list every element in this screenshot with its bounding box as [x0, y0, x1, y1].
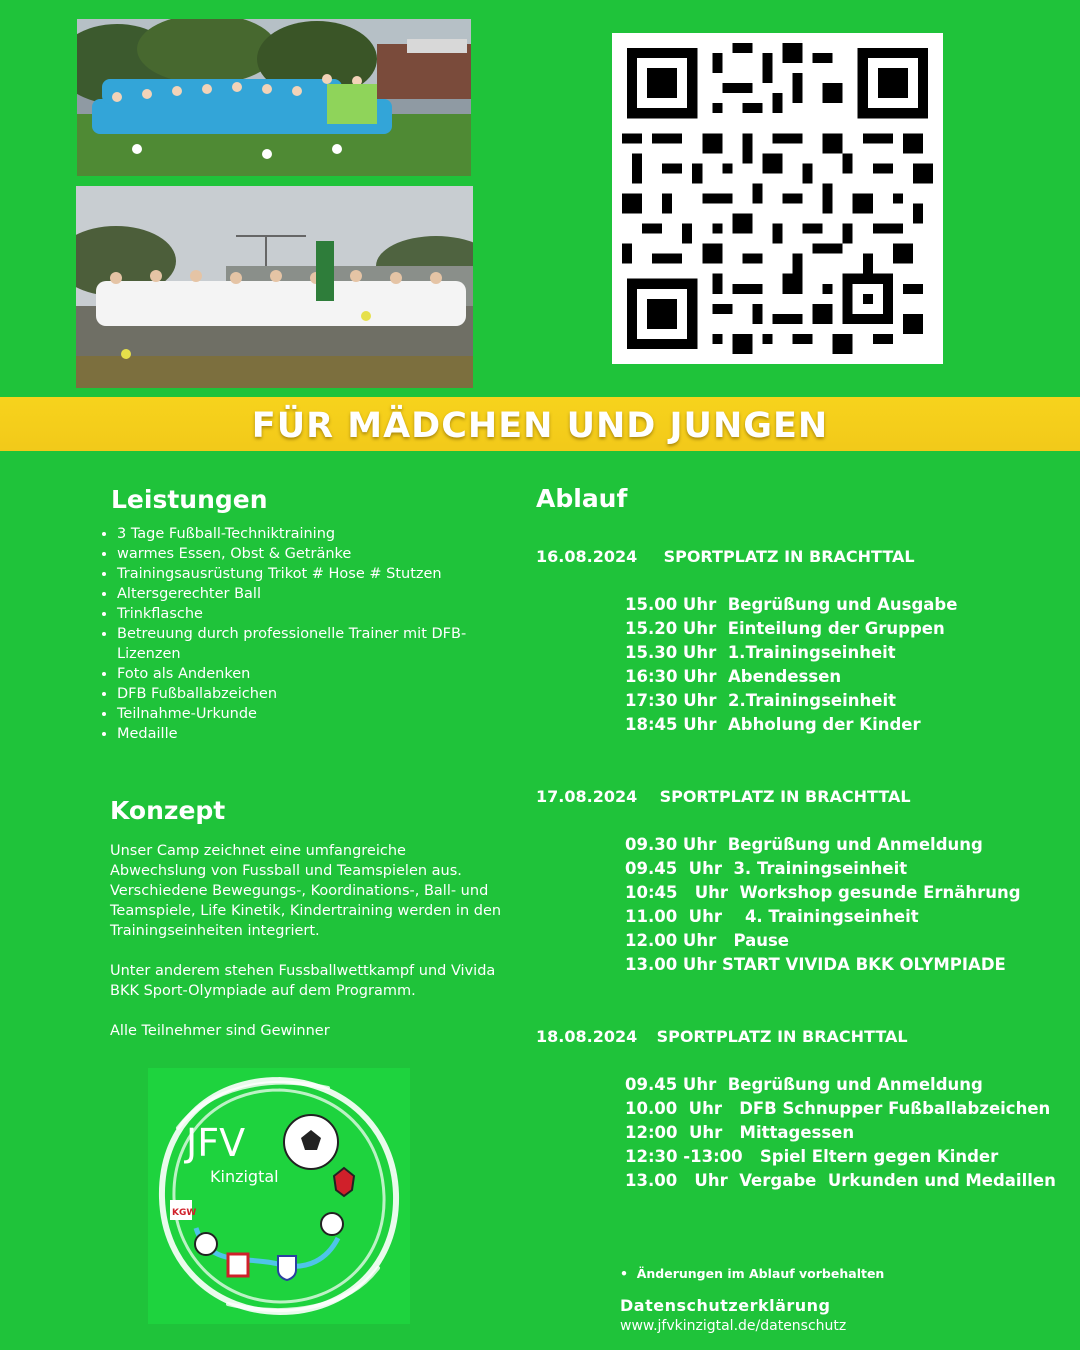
konzept-paragraph: Unter anderem stehen Fussballwettkampf und Vivida BKK Sport-Olympiade auf dem Programm.	[110, 963, 496, 999]
list-item: • Foto als Andenken	[117, 664, 517, 684]
day-date: 18.08.2024	[536, 1027, 638, 1046]
list-item: • Medaille	[117, 724, 517, 744]
list-item: • warmes Essen, Obst & Getränke	[117, 544, 517, 564]
konzept-paragraph: Unser Camp zeichnet eine umfangreiche Abwechslung von Fussball und Teamspielen aus. Verschiedene Bewegungs-, Koordinations-, Ball- und Teamspiele, Life Kinetik, Kindertraining werden in den Trainingseinheiten integriert.	[110, 843, 502, 939]
list-item: • 3 Tage Fußball-Techniktraining	[117, 524, 517, 544]
ablauf-heading: Ablauf	[536, 484, 628, 513]
day-1-schedule	[625, 593, 957, 737]
day-location: SPORTPLATZ IN BRACHTTAL	[659, 787, 911, 806]
logo-name: JFV	[186, 1121, 246, 1165]
leistungen-list	[98, 524, 517, 744]
schedule-entry: 15.20 Uhr Einteilung der Gruppen	[625, 619, 945, 638]
team-photo-1	[77, 19, 471, 176]
target-group-banner	[0, 397, 1080, 451]
schedule-entry: 17:30 Uhr 2.Trainingseinheit	[625, 691, 897, 710]
day-2-schedule	[625, 833, 1021, 977]
schedule-entry: 09.45 Uhr 3. Trainingseinheit	[625, 859, 908, 878]
schedule-entry: 16:30 Uhr Abendessen	[625, 667, 842, 686]
team-photo-2	[76, 186, 473, 388]
leistungen-heading: Leistungen	[111, 485, 268, 514]
schedule-entry: 18:45 Uhr Abholung der Kinder	[625, 715, 921, 734]
schedule-entry: 12:00 Uhr Mittagessen	[625, 1123, 855, 1142]
privacy-link[interactable]: www.jfvkinzigtal.de/datenschutz	[620, 1318, 847, 1334]
schedule-entry: 09.45 Uhr Begrüßung und Anmeldung	[625, 1075, 983, 1094]
schedule-entry: 15.30 Uhr 1.Trainingseinheit	[625, 643, 896, 662]
bullet-icon: •	[620, 1266, 637, 1281]
list-item: • Trinkflasche	[117, 604, 517, 624]
day-2-header	[536, 787, 911, 806]
konzept-paragraph: Alle Teilnehmer sind Gewinner	[110, 1023, 330, 1039]
day-3-schedule	[625, 1073, 1056, 1193]
schedule-entry: 15.00 Uhr Begrüßung und Ausgabe	[625, 595, 958, 614]
day-location: SPORTPLATZ IN BRACHTTAL	[663, 547, 915, 566]
konzept-heading: Konzept	[110, 796, 226, 825]
logo-badge-text: KGW	[172, 1208, 197, 1218]
konzept-text	[110, 841, 505, 1061]
schedule-entry: 13.00 Uhr START VIVIDA BKK OLYMPIADE	[625, 955, 1006, 974]
day-location: SPORTPLATZ IN BRACHTTAL	[656, 1027, 908, 1046]
privacy-title: Datenschutzerklärung	[620, 1296, 831, 1315]
schedule-entry: 13.00 Uhr Vergabe Urkunden und Medaillen	[625, 1171, 1056, 1190]
schedule-entry: 12:30 -13:00 Spiel Eltern gegen Kinder	[625, 1147, 999, 1166]
logo-region: Kinzigtal	[210, 1167, 279, 1186]
schedule-entry: 10.00 Uhr DFB Schnupper Fußballabzeichen	[625, 1099, 1051, 1118]
jfv-kinzigtal-logo	[148, 1068, 410, 1324]
day-date: 16.08.2024	[536, 547, 638, 566]
schedule-entry: 11.00 Uhr 4. Trainingseinheit	[625, 907, 919, 926]
list-item: • DFB Fußballabzeichen	[117, 684, 517, 704]
schedule-entry: 09.30 Uhr Begrüßung und Anmeldung	[625, 835, 983, 854]
list-item: • Altersgerechter Ball	[117, 584, 517, 604]
list-item: • Betreuung durch professionelle Trainer mit DFB- Lizenzen	[117, 624, 517, 664]
schedule-entry: 12.00 Uhr Pause	[625, 931, 789, 950]
qr-code[interactable]	[612, 33, 943, 364]
list-item: • Trainingsausrüstung Trikot # Hose # Stutzen	[117, 564, 517, 584]
change-note	[620, 1266, 884, 1281]
day-date: 17.08.2024	[536, 787, 638, 806]
day-1-header	[536, 547, 915, 566]
day-3-header	[536, 1027, 908, 1046]
banner-title: FÜR MÄDCHEN UND JUNGEN	[251, 406, 829, 446]
schedule-entry: 10:45 Uhr Workshop gesunde Ernährung	[625, 883, 1021, 902]
list-item: • Teilnahme-Urkunde	[117, 704, 517, 724]
change-note-text: Änderungen im Ablauf vorbehalten	[636, 1266, 885, 1281]
